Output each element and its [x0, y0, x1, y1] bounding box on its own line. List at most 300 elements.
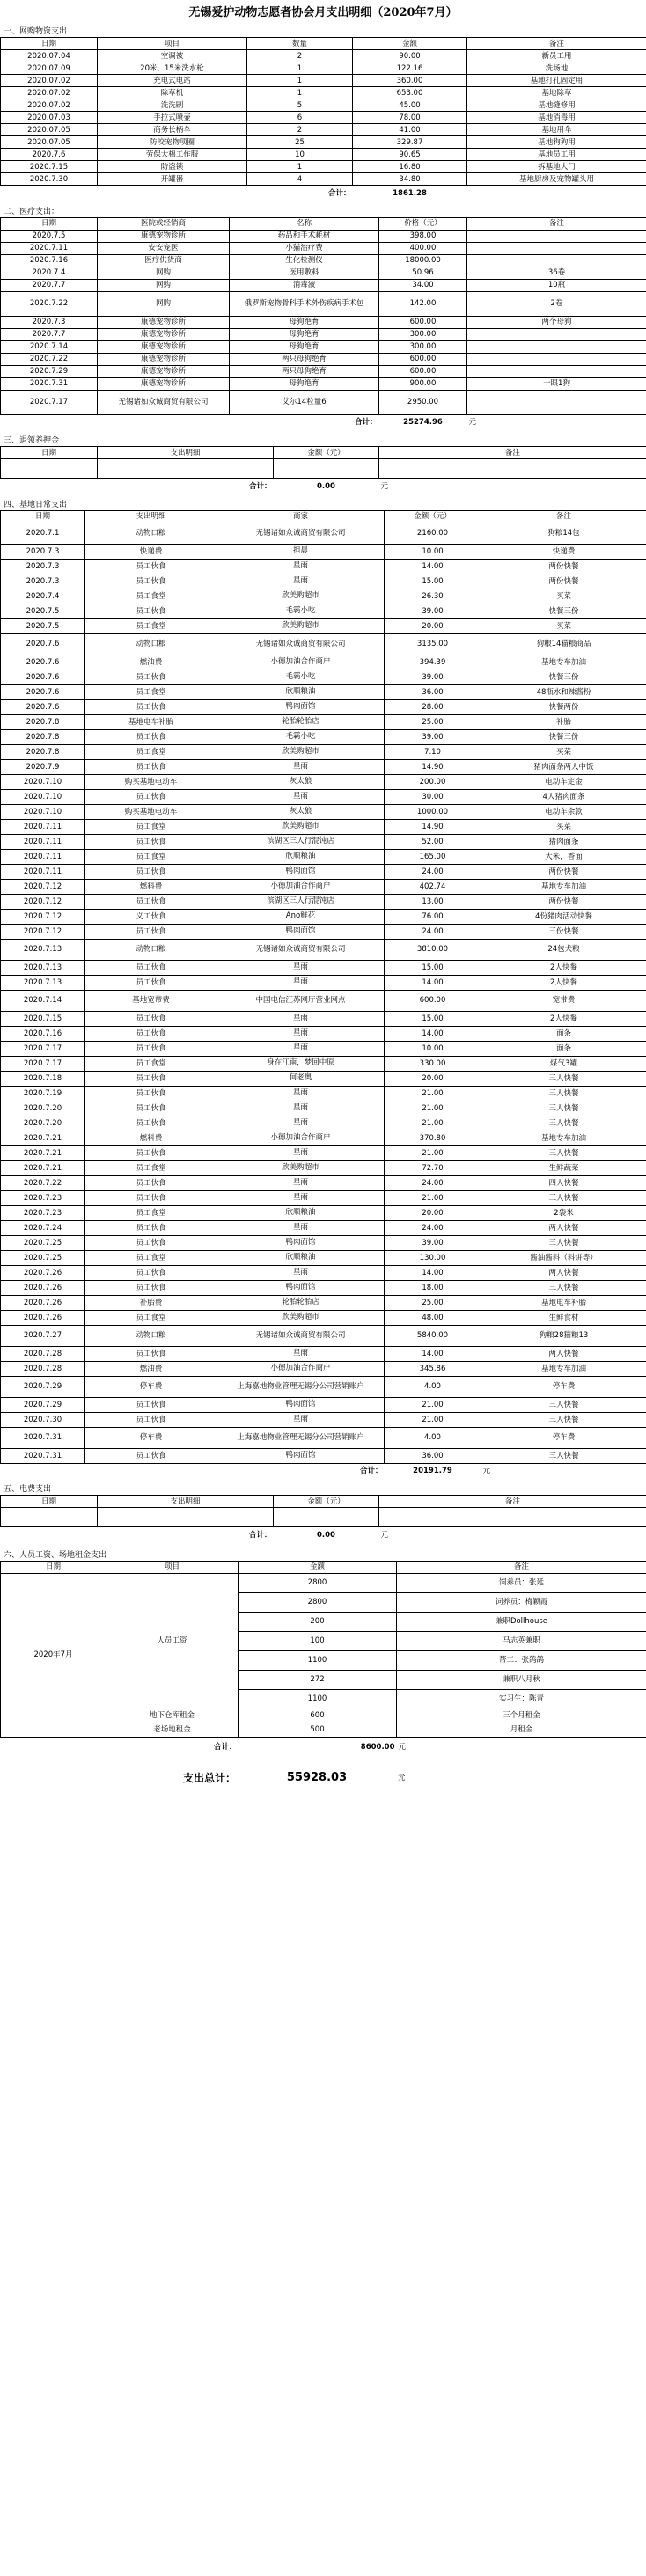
- table-cell: 142.00: [379, 291, 467, 316]
- table-row: [1, 834, 646, 849]
- column-header: 名称: [230, 217, 379, 230]
- table-cell: 星雨: [217, 1011, 385, 1026]
- table-row: [1, 849, 646, 864]
- table-cell: 2160.00: [385, 523, 481, 544]
- table-cell: 10: [247, 149, 353, 161]
- table-cell: 员工伙食: [85, 789, 217, 804]
- table-cell: 10.00: [385, 544, 481, 559]
- table-cell: 员工伙食: [85, 729, 217, 744]
- table-cell: 鸭肉面馆: [217, 699, 385, 714]
- table-cell: 2人快餐: [481, 975, 646, 990]
- table-cell: 小德加油合作商户: [217, 655, 385, 670]
- table-row: [1, 340, 646, 353]
- table-cell: 停车费: [481, 1427, 646, 1448]
- table-cell: 2020.7.30: [1, 1412, 85, 1427]
- table-cell: 欣美购超市: [217, 589, 385, 604]
- column-header: 价格（元）: [379, 217, 467, 230]
- table-cell: 基地消毒用: [467, 112, 646, 124]
- table-cell: 39.00: [385, 604, 481, 618]
- table-cell: 欣美购超市: [217, 1160, 385, 1175]
- table-cell: 2020.7.16: [1, 1026, 85, 1041]
- table-cell: 2020.7.12: [1, 879, 85, 894]
- table-header-row: [1, 38, 646, 50]
- table-cell: 10瓶: [467, 279, 646, 291]
- table-cell: 燃料费: [85, 1131, 217, 1145]
- table-row: [1, 1280, 646, 1295]
- table-cell: 灰太狼: [217, 774, 385, 789]
- table-cell: 康德宠物诊所: [98, 377, 230, 390]
- table-cell: 4人猪肉面条: [481, 789, 646, 804]
- table-cell: 1100: [239, 1650, 397, 1670]
- table-cell: 2020.7.11: [1, 864, 85, 879]
- table-cell: 马志英兼职: [397, 1631, 646, 1650]
- table-cell: 39.00: [385, 670, 481, 684]
- table-row: [1, 1361, 646, 1376]
- table-cell: 2020.7.6: [1, 149, 98, 161]
- total-unit: 元: [398, 1743, 407, 1753]
- table-cell: 2020.7.6: [1, 655, 85, 670]
- table-row: [1, 633, 646, 655]
- table-cell: 实习生：陈青: [397, 1689, 646, 1709]
- table-cell: 39.00: [385, 1235, 481, 1250]
- table-cell: 快餐两份: [481, 699, 646, 714]
- table-cell: 三人快餐: [481, 1190, 646, 1205]
- table-cell: 欣顺粮油: [217, 1250, 385, 1265]
- table-cell: 600.00: [379, 365, 467, 377]
- table-row: [1, 1412, 646, 1427]
- table-header-row: [1, 1561, 646, 1573]
- table-cell: 36.00: [385, 1448, 481, 1463]
- table-row: [1, 254, 646, 267]
- table-header-row: [1, 510, 646, 523]
- table-cell: 帮工：张鸽鸽: [397, 1650, 646, 1670]
- expense-table: [0, 1495, 646, 1543]
- table-cell: 四人快餐: [481, 1175, 646, 1190]
- table-cell: 基地除草: [467, 87, 646, 99]
- table-cell: [467, 353, 646, 365]
- table-cell: 鸭肉面馆: [217, 864, 385, 879]
- month-cell: 2020年7月: [1, 1573, 106, 1737]
- page-title: 无锡爱护动物志愿者协会月支出明细（2020年7月）: [188, 6, 458, 19]
- table-cell: 76.00: [385, 909, 481, 924]
- table-row: [1, 136, 646, 149]
- table-cell: 员工伙食: [85, 604, 217, 618]
- table-row: [1, 1175, 646, 1190]
- column-header: 金额: [353, 38, 467, 50]
- table-cell: 2020.7.22: [1, 291, 98, 316]
- table-cell: 2020.7.7: [1, 279, 98, 291]
- table-cell: 28.00: [385, 699, 481, 714]
- table-row: [1, 1397, 646, 1412]
- table-cell: 24.00: [385, 924, 481, 939]
- table-cell: 三人快餐: [481, 1086, 646, 1101]
- table-cell: 200: [239, 1612, 397, 1631]
- table-cell: 宽带费: [481, 990, 646, 1011]
- table-row: [1, 774, 646, 789]
- table-cell: 新员工用: [467, 50, 646, 62]
- table-cell: 猪肉面条两人中饭: [481, 759, 646, 774]
- total-row: [1, 186, 646, 201]
- table-row: [1, 459, 646, 479]
- table-cell: 2020.7.20: [1, 1101, 85, 1116]
- table-cell: 两人快餐: [481, 1346, 646, 1361]
- table-cell: 345.86: [385, 1361, 481, 1376]
- expense-table: [0, 217, 646, 431]
- table-cell: 三人快餐: [481, 1235, 646, 1250]
- table-cell: 无锡诸如众诚商贸有限公司: [217, 523, 385, 544]
- column-header: 金额: [239, 1561, 397, 1573]
- table-cell: 欣美购超市: [217, 1310, 385, 1325]
- table-cell: 母狗绝育: [230, 340, 379, 353]
- table-cell: 50.96: [379, 267, 467, 279]
- section-heading: 五、电费支出: [4, 1485, 52, 1494]
- table-cell: 狗粮28猫粮13: [481, 1325, 646, 1346]
- table-cell: 2020.7.17: [1, 1041, 85, 1056]
- table-cell: 2020.7.1: [1, 523, 85, 544]
- table-cell: 灰太狼: [217, 804, 385, 819]
- section-heading: 二、医疗支出：: [4, 207, 60, 216]
- table-cell: 空调被: [98, 50, 247, 62]
- table-cell: 24.00: [385, 1220, 481, 1235]
- table-cell: 2020.7.8: [1, 744, 85, 759]
- table-cell: 2020.7.11: [1, 819, 85, 834]
- total-value: 25274.96: [403, 418, 443, 428]
- table-cell: 2020.7.13: [1, 939, 85, 960]
- table-cell: [467, 242, 646, 254]
- table-cell: 两份快餐: [481, 559, 646, 574]
- table-cell: 24.00: [385, 864, 481, 879]
- table-cell: 防盗锁: [98, 161, 247, 173]
- table-cell: 员工食堂: [85, 1205, 217, 1220]
- table-cell: 员工伙食: [85, 1011, 217, 1026]
- table-cell: 2950.00: [379, 390, 467, 414]
- total-label: 合计：: [248, 1530, 272, 1540]
- total-label: 合计：: [354, 418, 378, 428]
- table-row: [1, 924, 646, 939]
- column-header: 日期: [1, 1496, 98, 1508]
- table-cell: 36卷: [467, 267, 646, 279]
- table-cell: 2020.07.02: [1, 87, 98, 99]
- table-row: [1, 864, 646, 879]
- table-cell: 5: [247, 99, 353, 112]
- table-row: [1, 1220, 646, 1235]
- table-cell: 36.00: [385, 684, 481, 699]
- table-cell: 基地专车加油: [481, 1361, 646, 1376]
- total-row: [1, 1463, 646, 1479]
- table-cell: 鸭肉面馆: [217, 1280, 385, 1295]
- table-cell: [467, 254, 646, 267]
- table-cell: 何老奥: [217, 1071, 385, 1086]
- table-cell: 2020.07.04: [1, 50, 98, 62]
- table-cell: 星雨: [217, 1412, 385, 1427]
- table-cell: 2020.7.23: [1, 1205, 85, 1220]
- column-header: 日期: [1, 217, 98, 230]
- column-header: 备注: [467, 217, 646, 230]
- grand-total-value: 55928.03: [286, 1771, 348, 1784]
- table-cell: 2020.7.14: [1, 340, 98, 353]
- table-cell: 3135.00: [385, 633, 481, 655]
- table-cell: 员工伙食: [85, 1346, 217, 1361]
- table-cell: 上海嘉地物业管理无锡分公司营销账户: [217, 1376, 385, 1397]
- table-cell: 担晨: [217, 544, 385, 559]
- table-cell: 2020.07.03: [1, 112, 98, 124]
- table-cell: 安安宠医: [98, 242, 230, 254]
- table-row: [1, 99, 646, 112]
- table-cell: 3810.00: [385, 939, 481, 960]
- table-cell: 员工伙食: [85, 1101, 217, 1116]
- table-cell: 星雨: [217, 789, 385, 804]
- table-cell: 月租金: [397, 1723, 646, 1737]
- table-row: [1, 1265, 646, 1280]
- table-cell: 329.87: [353, 136, 467, 149]
- table-cell: 兼职八月秋: [397, 1670, 646, 1689]
- table-cell: 2020.7.9: [1, 759, 85, 774]
- table-row: [1, 1145, 646, 1160]
- table-row: [1, 1250, 646, 1265]
- column-header: 支出明细: [85, 510, 217, 523]
- total-unit: 元: [468, 418, 477, 428]
- table-row: [1, 291, 646, 316]
- table-cell: 星雨: [217, 1190, 385, 1205]
- table-cell: 2020.7.8: [1, 714, 85, 729]
- table-cell: 90.00: [353, 50, 467, 62]
- table-cell: 员工食堂: [85, 1160, 217, 1175]
- table-cell: 义工伙食: [85, 909, 217, 924]
- table-cell: 员工伙食: [85, 1145, 217, 1160]
- table-cell: [379, 1508, 646, 1527]
- grand-total-row: [0, 1767, 646, 1789]
- table-cell: 1000.00: [385, 804, 481, 819]
- table-row: [1, 1086, 646, 1101]
- table-cell: 2020.7.12: [1, 924, 85, 939]
- table-cell: [467, 340, 646, 353]
- table-cell: 生鲜蔬菜: [481, 1160, 646, 1175]
- table-cell: 2020.7.11: [1, 849, 85, 864]
- table-cell: 165.00: [385, 849, 481, 864]
- table-cell: 猪肉面条: [481, 834, 646, 849]
- table-cell: 2: [247, 124, 353, 136]
- table-cell: 2020.7.23: [1, 1190, 85, 1205]
- table-cell: 欣顺粮油: [217, 849, 385, 864]
- table-cell: 星雨: [217, 1175, 385, 1190]
- table-cell: 2020.07.05: [1, 124, 98, 136]
- table-cell: 2020.7.10: [1, 789, 85, 804]
- table-cell: 星雨: [217, 759, 385, 774]
- table-cell: 2020.7.3: [1, 574, 85, 589]
- table-row: [1, 960, 646, 975]
- table-cell: 补胎费: [85, 1295, 217, 1310]
- table-cell: 4: [247, 173, 353, 186]
- table-cell: 星雨: [217, 1116, 385, 1131]
- table-cell: 欣美购超市: [217, 819, 385, 834]
- table-cell: 洗洗刷: [98, 99, 247, 112]
- table-cell: 1: [247, 62, 353, 75]
- table-row: [1, 1325, 646, 1346]
- table-cell: 2020.7.16: [1, 254, 98, 267]
- table-cell: Ano鲜花: [217, 909, 385, 924]
- table-cell: 星雨: [217, 574, 385, 589]
- table-cell: 动物口粮: [85, 523, 217, 544]
- table-row: [1, 124, 646, 136]
- table-cell: 2020.7.12: [1, 909, 85, 924]
- table-cell: 2020.7.21: [1, 1160, 85, 1175]
- table-cell: 2020.07.02: [1, 99, 98, 112]
- table-cell: 2020.7.5: [1, 618, 85, 633]
- table-cell: 洗场地: [467, 62, 646, 75]
- table-cell: 两只母狗绝育: [230, 365, 379, 377]
- table-cell: 4.00: [385, 1427, 481, 1448]
- table-cell: 星雨: [217, 960, 385, 975]
- table-cell: 1: [247, 161, 353, 173]
- table-row: [1, 1056, 646, 1071]
- table-row: [1, 879, 646, 894]
- table-cell: 2020.7.28: [1, 1361, 85, 1376]
- table-cell: 员工伙食: [85, 1265, 217, 1280]
- table-cell: 员工伙食: [85, 834, 217, 849]
- table-cell: 394.39: [385, 655, 481, 670]
- table-cell: 2卷: [467, 291, 646, 316]
- table-cell: 欣顺粮油: [217, 684, 385, 699]
- table-cell: 狗粮14猫粮商品: [481, 633, 646, 655]
- table-cell: 2020.7.26: [1, 1265, 85, 1280]
- table-cell: 2800: [239, 1573, 397, 1592]
- column-header: 金额（元）: [385, 510, 481, 523]
- table-cell: 购买基地电动车: [85, 804, 217, 819]
- table-cell: 三人快餐: [481, 1448, 646, 1463]
- table-cell: 26.30: [385, 589, 481, 604]
- table-row: [1, 618, 646, 633]
- table-cell: 基地厨房及宠物罐头用: [467, 173, 646, 186]
- table-cell: 14.90: [385, 819, 481, 834]
- total-unit: [467, 186, 646, 201]
- table-cell: 燃料费: [85, 879, 217, 894]
- table-cell: 2020.7.29: [1, 1397, 85, 1412]
- table-cell: 基地专车加油: [481, 655, 646, 670]
- table-cell: 基地用伞: [467, 124, 646, 136]
- table-cell: 生鲜食材: [481, 1310, 646, 1325]
- table-cell: 18000.00: [379, 254, 467, 267]
- table-cell: 劳保大棉工作服: [98, 149, 247, 161]
- table-cell: 快餐三份: [481, 670, 646, 684]
- table-row: [1, 1427, 646, 1448]
- table-cell: 上海嘉地物业管理无锡分公司营销账户: [217, 1427, 385, 1448]
- table-cell: 2020.7.6: [1, 670, 85, 684]
- table-cell: 员工伙食: [85, 1116, 217, 1131]
- table-cell: 开罐器: [98, 173, 247, 186]
- table-cell: 无锡诸如众诚商贸有限公司: [217, 633, 385, 655]
- table-cell: 员工伙食: [85, 960, 217, 975]
- table-cell: 停车费: [85, 1427, 217, 1448]
- table-cell: 21.00: [385, 1397, 481, 1412]
- expense-table: [0, 1561, 646, 1759]
- table-cell: 员工伙食: [85, 1071, 217, 1086]
- column-header: 数量: [247, 38, 353, 50]
- table-cell: 燃油费: [85, 655, 217, 670]
- table-cell: 21.00: [385, 1116, 481, 1131]
- table-cell: 母狗绝育: [230, 377, 379, 390]
- table-row: [1, 1041, 646, 1056]
- table-cell: 康德宠物诊所: [98, 340, 230, 353]
- table-cell: 母狗绝育: [230, 328, 379, 340]
- table-cell: 三人快餐: [481, 1412, 646, 1427]
- table-cell: 2020.7.21: [1, 1145, 85, 1160]
- table-row: [1, 149, 646, 161]
- table-cell: 电动车定金: [481, 774, 646, 789]
- table-cell: 14.00: [385, 1026, 481, 1041]
- table-cell: 滨湖区三人行混饨店: [217, 834, 385, 849]
- table-row: [1, 729, 646, 744]
- table-cell: 手拉式喷壶: [98, 112, 247, 124]
- table-cell: 员工伙食: [85, 975, 217, 990]
- table-cell: 停车费: [85, 1376, 217, 1397]
- table-cell: 欣顺粮油: [217, 1205, 385, 1220]
- table-cell: 生化检测仪: [230, 254, 379, 267]
- table-cell: 充电式电站: [98, 75, 247, 87]
- table-cell: 21.00: [385, 1190, 481, 1205]
- table-cell: 康德宠物诊所: [98, 328, 230, 340]
- table-cell: 2020.7.15: [1, 1011, 85, 1026]
- table-cell: 三人快餐: [481, 1145, 646, 1160]
- table-cell: 900.00: [379, 377, 467, 390]
- table-cell: 中国电信江苏网厅营业网点: [217, 990, 385, 1011]
- table-cell: 员工食堂: [85, 849, 217, 864]
- table-cell: 三人快餐: [481, 1101, 646, 1116]
- sheet-content: [0, 26, 646, 1789]
- table-row: [1, 242, 646, 254]
- table-row: [1, 670, 646, 684]
- table-cell: 员工伙食: [85, 1220, 217, 1235]
- table-cell: 员工食堂: [85, 684, 217, 699]
- table-cell: 2020.7.31: [1, 1427, 85, 1448]
- table-row: [1, 589, 646, 604]
- table-cell: 48.00: [385, 1310, 481, 1325]
- table-cell: 39.00: [385, 729, 481, 744]
- table-cell: 基地狗狗用: [467, 136, 646, 149]
- wage-label: 人员工资: [106, 1573, 239, 1709]
- table-row: [1, 975, 646, 990]
- table-cell: 20米，15米洗水枪: [98, 62, 247, 75]
- table-row: [1, 365, 646, 377]
- total-unit: 元: [482, 1467, 491, 1476]
- total-unit: 元: [380, 1530, 389, 1540]
- table-cell: 2020.7.27: [1, 1325, 85, 1346]
- table-cell: 饲养员：张廷: [397, 1573, 646, 1592]
- table-row: [1, 1235, 646, 1250]
- table-row: [1, 390, 646, 414]
- table-cell: 2020.7.10: [1, 774, 85, 789]
- table-cell: 2020.7.6: [1, 633, 85, 655]
- table-cell: 4.00: [385, 1376, 481, 1397]
- table-cell: 2020.7.31: [1, 377, 98, 390]
- table-cell: 2020.7.19: [1, 1086, 85, 1101]
- column-header: 商家: [217, 510, 385, 523]
- section-heading: 一、网购物资支出: [4, 27, 68, 36]
- table-cell: 600: [239, 1709, 397, 1723]
- table-row: [1, 1160, 646, 1175]
- table-cell: 母狗绝育: [230, 316, 379, 328]
- table-cell: 2020.7.7: [1, 328, 98, 340]
- table-cell: 滨湖区三人行混饨店: [217, 894, 385, 909]
- table-cell: 狗粮14包: [481, 523, 646, 544]
- table-cell: 2020.7.13: [1, 960, 85, 975]
- table-header-row: [1, 217, 646, 230]
- table-cell: 鸭肉面馆: [217, 1397, 385, 1412]
- table-cell: [467, 230, 646, 242]
- total-unit: 元: [380, 481, 389, 491]
- table-cell: 康德宠物诊所: [98, 316, 230, 328]
- table-cell: 14.00: [385, 1265, 481, 1280]
- table-cell: 毛霸小吃: [217, 604, 385, 618]
